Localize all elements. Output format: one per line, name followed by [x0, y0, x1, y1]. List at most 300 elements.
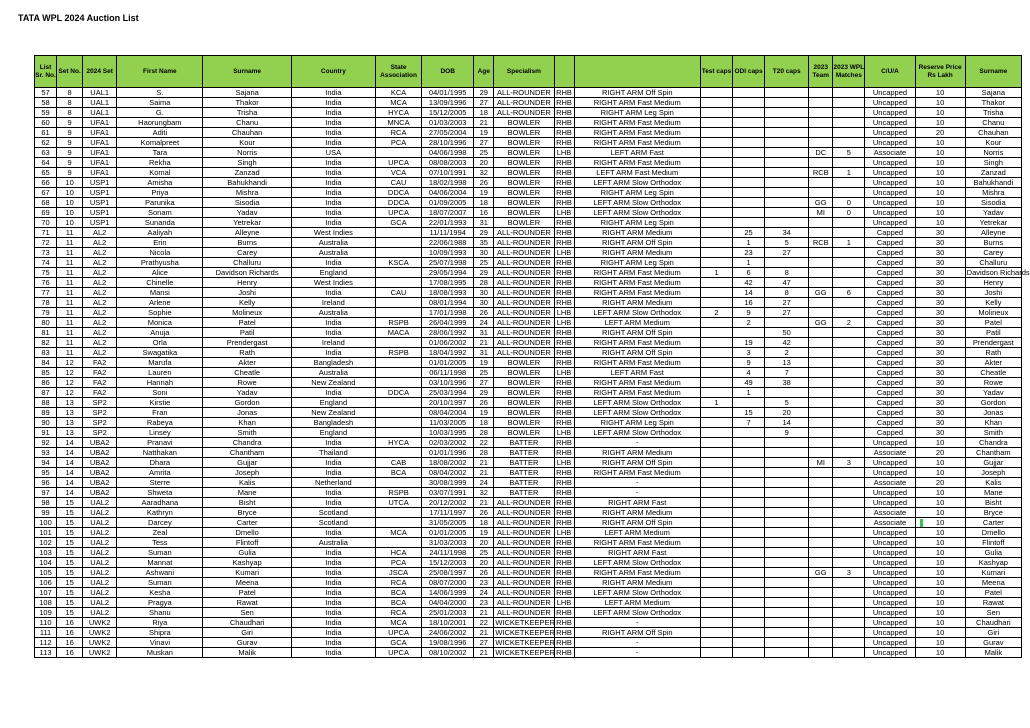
- table-cell: RHB: [554, 608, 574, 618]
- table-cell: LHB: [554, 368, 574, 378]
- table-cell: [765, 588, 809, 598]
- table-cell: 42: [765, 338, 809, 348]
- table-cell: 106: [35, 578, 57, 588]
- table-cell: 79: [35, 308, 57, 318]
- table-cell: Capped: [865, 368, 915, 378]
- table-cell: Uncapped: [865, 458, 915, 468]
- table-cell: 20: [915, 128, 965, 138]
- table-cell: 10: [915, 178, 965, 188]
- table-cell: 13: [765, 358, 809, 368]
- table-cell: Yadav: [203, 208, 291, 218]
- table-cell: Sisodia: [203, 198, 291, 208]
- table-row: [35, 468, 1022, 478]
- table-cell: [833, 308, 865, 318]
- table-cell: Malik: [203, 648, 291, 658]
- table-cell: 10: [915, 118, 965, 128]
- table-cell: BOWLER: [494, 178, 554, 188]
- table-cell: Bahukhandi: [965, 178, 1021, 188]
- table-cell: RIGHT ARM Fast Medium: [574, 338, 700, 348]
- table-cell: 04/04/2000: [422, 598, 474, 608]
- table-cell: Sterre: [117, 478, 203, 488]
- table-cell: [833, 228, 865, 238]
- table-cell: 04/06/2004: [422, 188, 474, 198]
- table-cell: [376, 368, 422, 378]
- table-cell: UAL2: [83, 588, 117, 598]
- table-cell: LEFT ARM Slow Orthodox: [574, 198, 700, 208]
- table-cell: [765, 158, 809, 168]
- table-cell: Chinelle: [117, 278, 203, 288]
- table-cell: Sisodia: [965, 198, 1021, 208]
- table-cell: [809, 628, 833, 638]
- table-cell: [833, 558, 865, 568]
- table-row: [35, 488, 1022, 498]
- table-cell: 10: [915, 98, 965, 108]
- table-cell: Dhara: [117, 458, 203, 468]
- table-cell: RHB: [554, 128, 574, 138]
- table-cell: 5: [765, 398, 809, 408]
- table-row: [35, 128, 1022, 138]
- table-cell: [733, 438, 765, 448]
- table-cell: 30: [915, 268, 965, 278]
- table-cell: Yetrekar: [203, 218, 291, 228]
- table-cell: RHB: [554, 578, 574, 588]
- table-cell: RIGHT ARM Off Spin: [574, 88, 700, 98]
- table-cell: ALL-ROUNDER: [494, 308, 554, 318]
- table-cell: [700, 218, 732, 228]
- table-row: [35, 478, 1022, 488]
- table-cell: [700, 408, 732, 418]
- table-cell: [733, 518, 765, 528]
- table-cell: Priya: [117, 188, 203, 198]
- table-cell: [700, 378, 732, 388]
- table-cell: 11: [57, 248, 83, 258]
- table-cell: Norris: [203, 148, 291, 158]
- table-cell: Uncapped: [865, 638, 915, 648]
- table-cell: 31/05/2005: [422, 518, 474, 528]
- table-row: [35, 358, 1022, 368]
- table-cell: FA2: [83, 368, 117, 378]
- table-cell: 15: [57, 608, 83, 618]
- table-cell: Capped: [865, 348, 915, 358]
- table-cell: 30: [915, 288, 965, 298]
- table-cell: [700, 88, 732, 98]
- table-cell: 30: [474, 288, 494, 298]
- table-cell: 3: [733, 348, 765, 358]
- table-cell: 110: [35, 618, 57, 628]
- table-cell: Chaudhari: [203, 618, 291, 628]
- table-cell: Bisht: [203, 498, 291, 508]
- table-cell: 26: [474, 178, 494, 188]
- table-cell: Davidson Richards: [966, 268, 1030, 277]
- table-cell: RHB: [554, 268, 574, 278]
- table-cell: ALL-ROUNDER: [494, 318, 554, 328]
- table-row: [35, 118, 1022, 128]
- table-cell: 30: [915, 308, 965, 318]
- table-cell: 69: [35, 208, 57, 218]
- table-cell: 25/08/1997: [422, 568, 474, 578]
- table-cell: 15: [57, 528, 83, 538]
- table-cell: DDCA: [376, 388, 422, 398]
- table-cell: [733, 638, 765, 648]
- table-cell: Vinavi: [117, 638, 203, 648]
- table-cell: Singh: [203, 158, 291, 168]
- table-cell: Yadav: [203, 388, 291, 398]
- table-cell: -: [574, 618, 700, 628]
- table-cell: Chandra: [203, 438, 291, 448]
- table-cell: [833, 218, 865, 228]
- table-cell: 11: [57, 228, 83, 238]
- table-cell: Gujjar: [203, 458, 291, 468]
- table-cell: [809, 518, 833, 528]
- table-cell: [733, 578, 765, 588]
- table-cell: RCA: [376, 608, 422, 618]
- table-cell: 30: [915, 368, 965, 378]
- table-cell: [700, 128, 732, 138]
- table-cell: ALL-ROUNDER: [494, 338, 554, 348]
- column-header: [574, 56, 700, 88]
- table-cell: 20: [474, 158, 494, 168]
- table-cell: Capped: [865, 278, 915, 288]
- table-cell: RHB: [554, 588, 574, 598]
- table-cell: [733, 98, 765, 108]
- table-row: [35, 98, 1022, 108]
- table-cell: [765, 218, 809, 228]
- table-cell: Kour: [203, 138, 291, 148]
- table-cell: 30: [915, 408, 965, 418]
- table-cell: RIGHT ARM Fast Medium: [574, 128, 700, 138]
- table-cell: LEFT ARM Medium: [574, 598, 700, 608]
- table-cell: Gujjar: [965, 458, 1021, 468]
- table-cell: [700, 488, 732, 498]
- table-cell: 10: [915, 528, 965, 538]
- table-cell: [765, 88, 809, 98]
- table-cell: UAL2: [83, 608, 117, 618]
- table-cell: [733, 398, 765, 408]
- table-cell: LHB: [554, 428, 574, 438]
- table-cell: 1: [733, 388, 765, 398]
- table-cell: RIGHT ARM Off Spin: [574, 458, 700, 468]
- table-cell: 18: [474, 418, 494, 428]
- table-cell: RHB: [554, 388, 574, 398]
- table-cell: England: [291, 268, 375, 278]
- table-cell: 95: [35, 468, 57, 478]
- table-cell: [765, 188, 809, 198]
- table-cell: 30/08/1999: [422, 478, 474, 488]
- table-row: [35, 558, 1022, 568]
- table-cell: 12: [57, 388, 83, 398]
- table-cell: Uncapped: [865, 488, 915, 498]
- table-cell: Patel: [965, 588, 1021, 598]
- table-cell: RHB: [554, 238, 574, 248]
- table-cell: [700, 568, 732, 578]
- table-cell: [376, 398, 422, 408]
- table-cell: 9: [57, 128, 83, 138]
- table-cell: 91: [35, 428, 57, 438]
- table-cell: BATTER: [494, 478, 554, 488]
- table-cell: India: [291, 218, 375, 228]
- table-cell: 31: [474, 218, 494, 228]
- table-cell: UWK2: [83, 618, 117, 628]
- table-cell: 15: [57, 598, 83, 608]
- table-cell: RHB: [554, 498, 574, 508]
- table-cell: Associate: [865, 148, 915, 158]
- table-cell: 30: [915, 338, 965, 348]
- table-cell: Kashyap: [203, 558, 291, 568]
- table-cell: RIGHT ARM Leg Spin: [574, 188, 700, 198]
- table-cell: USP1: [83, 218, 117, 228]
- table-cell: MCA: [376, 98, 422, 108]
- table-cell: 22/06/1988: [422, 238, 474, 248]
- table-cell: MI: [809, 458, 833, 468]
- table-cell: Prendergast: [965, 338, 1021, 348]
- table-cell: BOWLER: [494, 358, 554, 368]
- table-cell: Rawat: [203, 598, 291, 608]
- table-cell: ALL-ROUNDER: [494, 528, 554, 538]
- table-cell: [833, 528, 865, 538]
- table-cell: 11: [57, 348, 83, 358]
- table-cell: AL2: [83, 348, 117, 358]
- table-cell: SP2: [83, 428, 117, 438]
- table-cell: 26/04/1999: [422, 318, 474, 328]
- table-cell: DDCA: [376, 188, 422, 198]
- table-cell: 32: [474, 168, 494, 178]
- table-cell: 108: [35, 598, 57, 608]
- table-cell: 73: [35, 248, 57, 258]
- table-cell: ALL-ROUNDER: [494, 248, 554, 258]
- table-cell: 11: [57, 328, 83, 338]
- table-cell: 32: [474, 488, 494, 498]
- table-cell: 0: [833, 198, 865, 208]
- table-cell: 15: [57, 538, 83, 548]
- table-cell: RHB: [554, 178, 574, 188]
- table-cell: Suman: [117, 548, 203, 558]
- table-cell: 25/07/1998: [422, 258, 474, 268]
- table-cell: 12: [57, 378, 83, 388]
- table-cell: Capped: [865, 398, 915, 408]
- table-cell: 66: [35, 178, 57, 188]
- table-cell: [833, 138, 865, 148]
- table-cell: 29: [474, 268, 494, 278]
- table-cell: [733, 528, 765, 538]
- table-cell: RIGHT ARM Medium: [574, 248, 700, 258]
- table-cell: Mansi: [117, 288, 203, 298]
- table-cell: GG: [809, 568, 833, 578]
- table-cell: BCA: [376, 588, 422, 598]
- table-cell: 71: [35, 228, 57, 238]
- table-cell: [833, 368, 865, 378]
- table-cell: 104: [35, 558, 57, 568]
- table-cell: 19: [474, 408, 494, 418]
- table-cell: Uncapped: [865, 88, 915, 98]
- table-cell: UAL2: [83, 508, 117, 518]
- table-row: [35, 618, 1022, 628]
- table-cell: India: [291, 188, 375, 198]
- table-cell: RHB: [554, 638, 574, 648]
- table-cell: [765, 178, 809, 188]
- table-cell: Linsey: [117, 428, 203, 438]
- table-cell: LHB: [554, 208, 574, 218]
- table-cell: Capped: [865, 408, 915, 418]
- table-cell: RIGHT ARM Fast Medium: [574, 98, 700, 108]
- table-cell: 30: [915, 238, 965, 248]
- table-cell: BCA: [376, 598, 422, 608]
- table-cell: BOWLER: [494, 158, 554, 168]
- table-cell: Netherland: [291, 478, 375, 488]
- table-cell: RHB: [554, 138, 574, 148]
- table-cell: [733, 508, 765, 518]
- table-cell: 105: [35, 568, 57, 578]
- table-cell: RHB: [554, 508, 574, 518]
- table-cell: UAL2: [83, 518, 117, 528]
- table-cell: Tess: [117, 538, 203, 548]
- table-cell: [833, 468, 865, 478]
- table-cell: [809, 388, 833, 398]
- table-cell: 16: [733, 298, 765, 308]
- table-cell: UFA1: [83, 158, 117, 168]
- table-cell: 10: [57, 218, 83, 228]
- table-cell: LEFT ARM Slow Orthodox: [574, 588, 700, 598]
- table-cell: [833, 518, 865, 528]
- table-cell: Chauhan: [203, 128, 291, 138]
- table-cell: Yadav: [965, 208, 1021, 218]
- table-cell: LEFT ARM Medium: [574, 318, 700, 328]
- table-cell: LHB: [554, 318, 574, 328]
- table-cell: 6: [833, 288, 865, 298]
- table-cell: UFA1: [83, 128, 117, 138]
- table-cell: [809, 368, 833, 378]
- table-cell: [700, 278, 732, 288]
- table-cell: 25/03/1994: [422, 388, 474, 398]
- table-cell: Australia: [291, 308, 375, 318]
- table-cell: Flintoff: [203, 538, 291, 548]
- table-cell: USP1: [83, 208, 117, 218]
- table-cell: 26: [474, 398, 494, 408]
- table-cell: [733, 618, 765, 628]
- table-cell: [733, 128, 765, 138]
- table-cell: 19: [474, 128, 494, 138]
- table-cell: [733, 558, 765, 568]
- table-cell: ALL-ROUNDER: [494, 328, 554, 338]
- table-cell: UBA2: [83, 448, 117, 458]
- table-cell: 30: [915, 388, 965, 398]
- table-cell: 10: [915, 188, 965, 198]
- table-cell: 06/11/1998: [422, 368, 474, 378]
- table-cell: [700, 148, 732, 158]
- table-row: [35, 428, 1022, 438]
- table-cell: [700, 578, 732, 588]
- table-cell: AL2: [83, 278, 117, 288]
- table-cell: [700, 108, 732, 118]
- table-cell: [700, 468, 732, 478]
- table-cell: 23: [474, 598, 494, 608]
- table-cell: [765, 648, 809, 658]
- table-cell: [765, 518, 809, 528]
- table-cell: 07/10/1991: [422, 168, 474, 178]
- table-cell: 18: [474, 518, 494, 528]
- table-cell: Fran: [117, 408, 203, 418]
- table-cell: Singh: [965, 158, 1021, 168]
- table-cell: FA2: [83, 358, 117, 368]
- table-cell: Amrita: [117, 468, 203, 478]
- table-cell: WICKETKEEPER: [495, 618, 555, 628]
- table-cell: [809, 638, 833, 648]
- table-cell: Kelly: [203, 298, 291, 308]
- table-cell: Capped: [865, 308, 915, 318]
- table-cell: 20/12/2002: [422, 498, 474, 508]
- table-cell: 21: [474, 628, 494, 638]
- table-cell: RIGHT ARM Fast Medium: [574, 138, 700, 148]
- table-cell: 78: [35, 298, 57, 308]
- table-cell: [765, 498, 809, 508]
- table-cell: [833, 618, 865, 628]
- table-cell: Malik: [965, 648, 1021, 658]
- table-cell: 10: [915, 588, 965, 598]
- table-cell: [733, 138, 765, 148]
- table-cell: BOWLER: [494, 128, 554, 138]
- table-cell: RHB: [554, 618, 574, 628]
- table-cell: UWK2: [83, 638, 117, 648]
- table-cell: 15: [57, 568, 83, 578]
- table-cell: 64: [35, 158, 57, 168]
- table-cell: Rowe: [203, 378, 291, 388]
- table-cell: Thakor: [203, 98, 291, 108]
- table-cell: [733, 478, 765, 488]
- table-cell: RCA: [376, 578, 422, 588]
- table-cell: [765, 318, 809, 328]
- table-cell: [376, 298, 422, 308]
- table-cell: USA: [291, 148, 375, 158]
- table-cell: 30: [915, 428, 965, 438]
- table-cell: [809, 118, 833, 128]
- table-cell: India: [291, 568, 375, 578]
- table-cell: LHB: [554, 148, 574, 158]
- table-cell: 24: [474, 478, 494, 488]
- table-cell: India: [291, 488, 375, 498]
- table-cell: 14: [765, 418, 809, 428]
- table-cell: Uncapped: [865, 578, 915, 588]
- table-cell: [833, 378, 865, 388]
- table-cell: 4: [733, 368, 765, 378]
- table-cell: Riya: [117, 618, 203, 628]
- table-cell: 76: [35, 278, 57, 288]
- table-cell: 31: [474, 348, 494, 358]
- table-row: [35, 178, 1022, 188]
- auction-table: [34, 55, 1030, 658]
- table-cell: [833, 538, 865, 548]
- table-cell: 10: [57, 208, 83, 218]
- table-row: [35, 598, 1022, 608]
- table-cell: RHB: [554, 258, 574, 268]
- table-cell: Uncapped: [865, 468, 915, 478]
- table-cell: [833, 158, 865, 168]
- table-cell: 26: [474, 508, 494, 518]
- table-cell: S.: [117, 88, 203, 98]
- table-cell: [733, 548, 765, 558]
- table-cell: 11/11/1994: [422, 228, 474, 238]
- table-cell: 29: [474, 228, 494, 238]
- table-cell: 3: [833, 458, 865, 468]
- table-cell: Gordon: [203, 398, 291, 408]
- table-cell: 19/08/1996: [422, 638, 474, 648]
- table-cell: Ireland: [291, 298, 375, 308]
- table-cell: [700, 528, 732, 538]
- table-cell: RHB: [554, 228, 574, 238]
- table-cell: 20: [915, 478, 965, 488]
- table-cell: 10: [915, 198, 965, 208]
- table-cell: Molineux: [203, 308, 291, 318]
- table-cell: RIGHT ARM Fast Medium: [574, 158, 700, 168]
- table-cell: 30: [915, 248, 965, 258]
